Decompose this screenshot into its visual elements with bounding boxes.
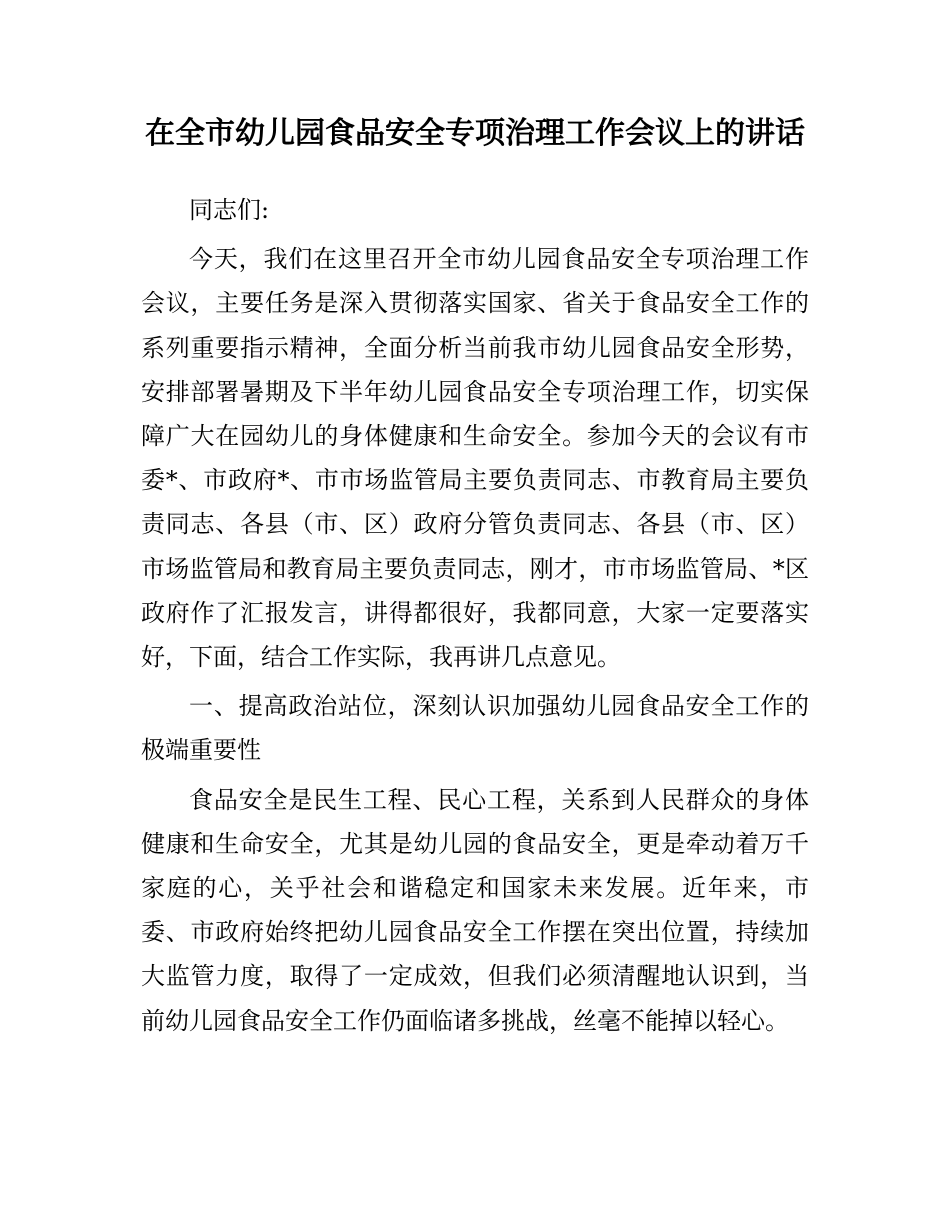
paragraph-opening: 今天，我们在这里召开全市幼儿园食品安全专项治理工作会议，主要任务是深入贯彻落实国家、省关于食品安全工作的系列重要指示精神，全面分析当前我市幼儿园食品安全形势，安排部署暑期及下半年幼儿园食品安全专项治理工作，切实保障广大在园幼儿的身体健康和生命安全。参加今天的会议有市委*、市政府*、市市场监管局主要负责同志、市教育局主要负责同志、各县（市、区）政府分管负责同志、各县（市、区）市场监管局和教育局主要负责同志，刚才，市市场监管局、*区政府作了汇报发言，讲得都很好，我都同意，大家一定要落实好，下面，结合工作实际，我再讲几点意见。 <box>141 245 809 672</box>
salutation: 同志们: <box>189 196 270 224</box>
paragraph-section-1: 食品安全是民生工程、民心工程，关系到人民群众的身体健康和生命安全，尤其是幼儿园的食品安全，更是牵动着万千家庭的心，关乎社会和谐稳定和国家未来发展。近年来，市委、市政府始终把幼儿园食品安全工作摆在突出位置，持续加大监管力度，取得了一定成效，但我们必须清醒地认识到，当前幼儿园食品安全工作仍面临诸多挑战，丝毫不能掉以轻心。 <box>141 785 809 1035</box>
section-heading-1: 一、提高政治站位，深刻认识加强幼儿园食品安全工作的极端重要性 <box>141 692 809 765</box>
document-title: 在全市幼儿园食品安全专项治理工作会议上的讲话 <box>145 116 805 151</box>
document-body <box>141 188 809 1048</box>
